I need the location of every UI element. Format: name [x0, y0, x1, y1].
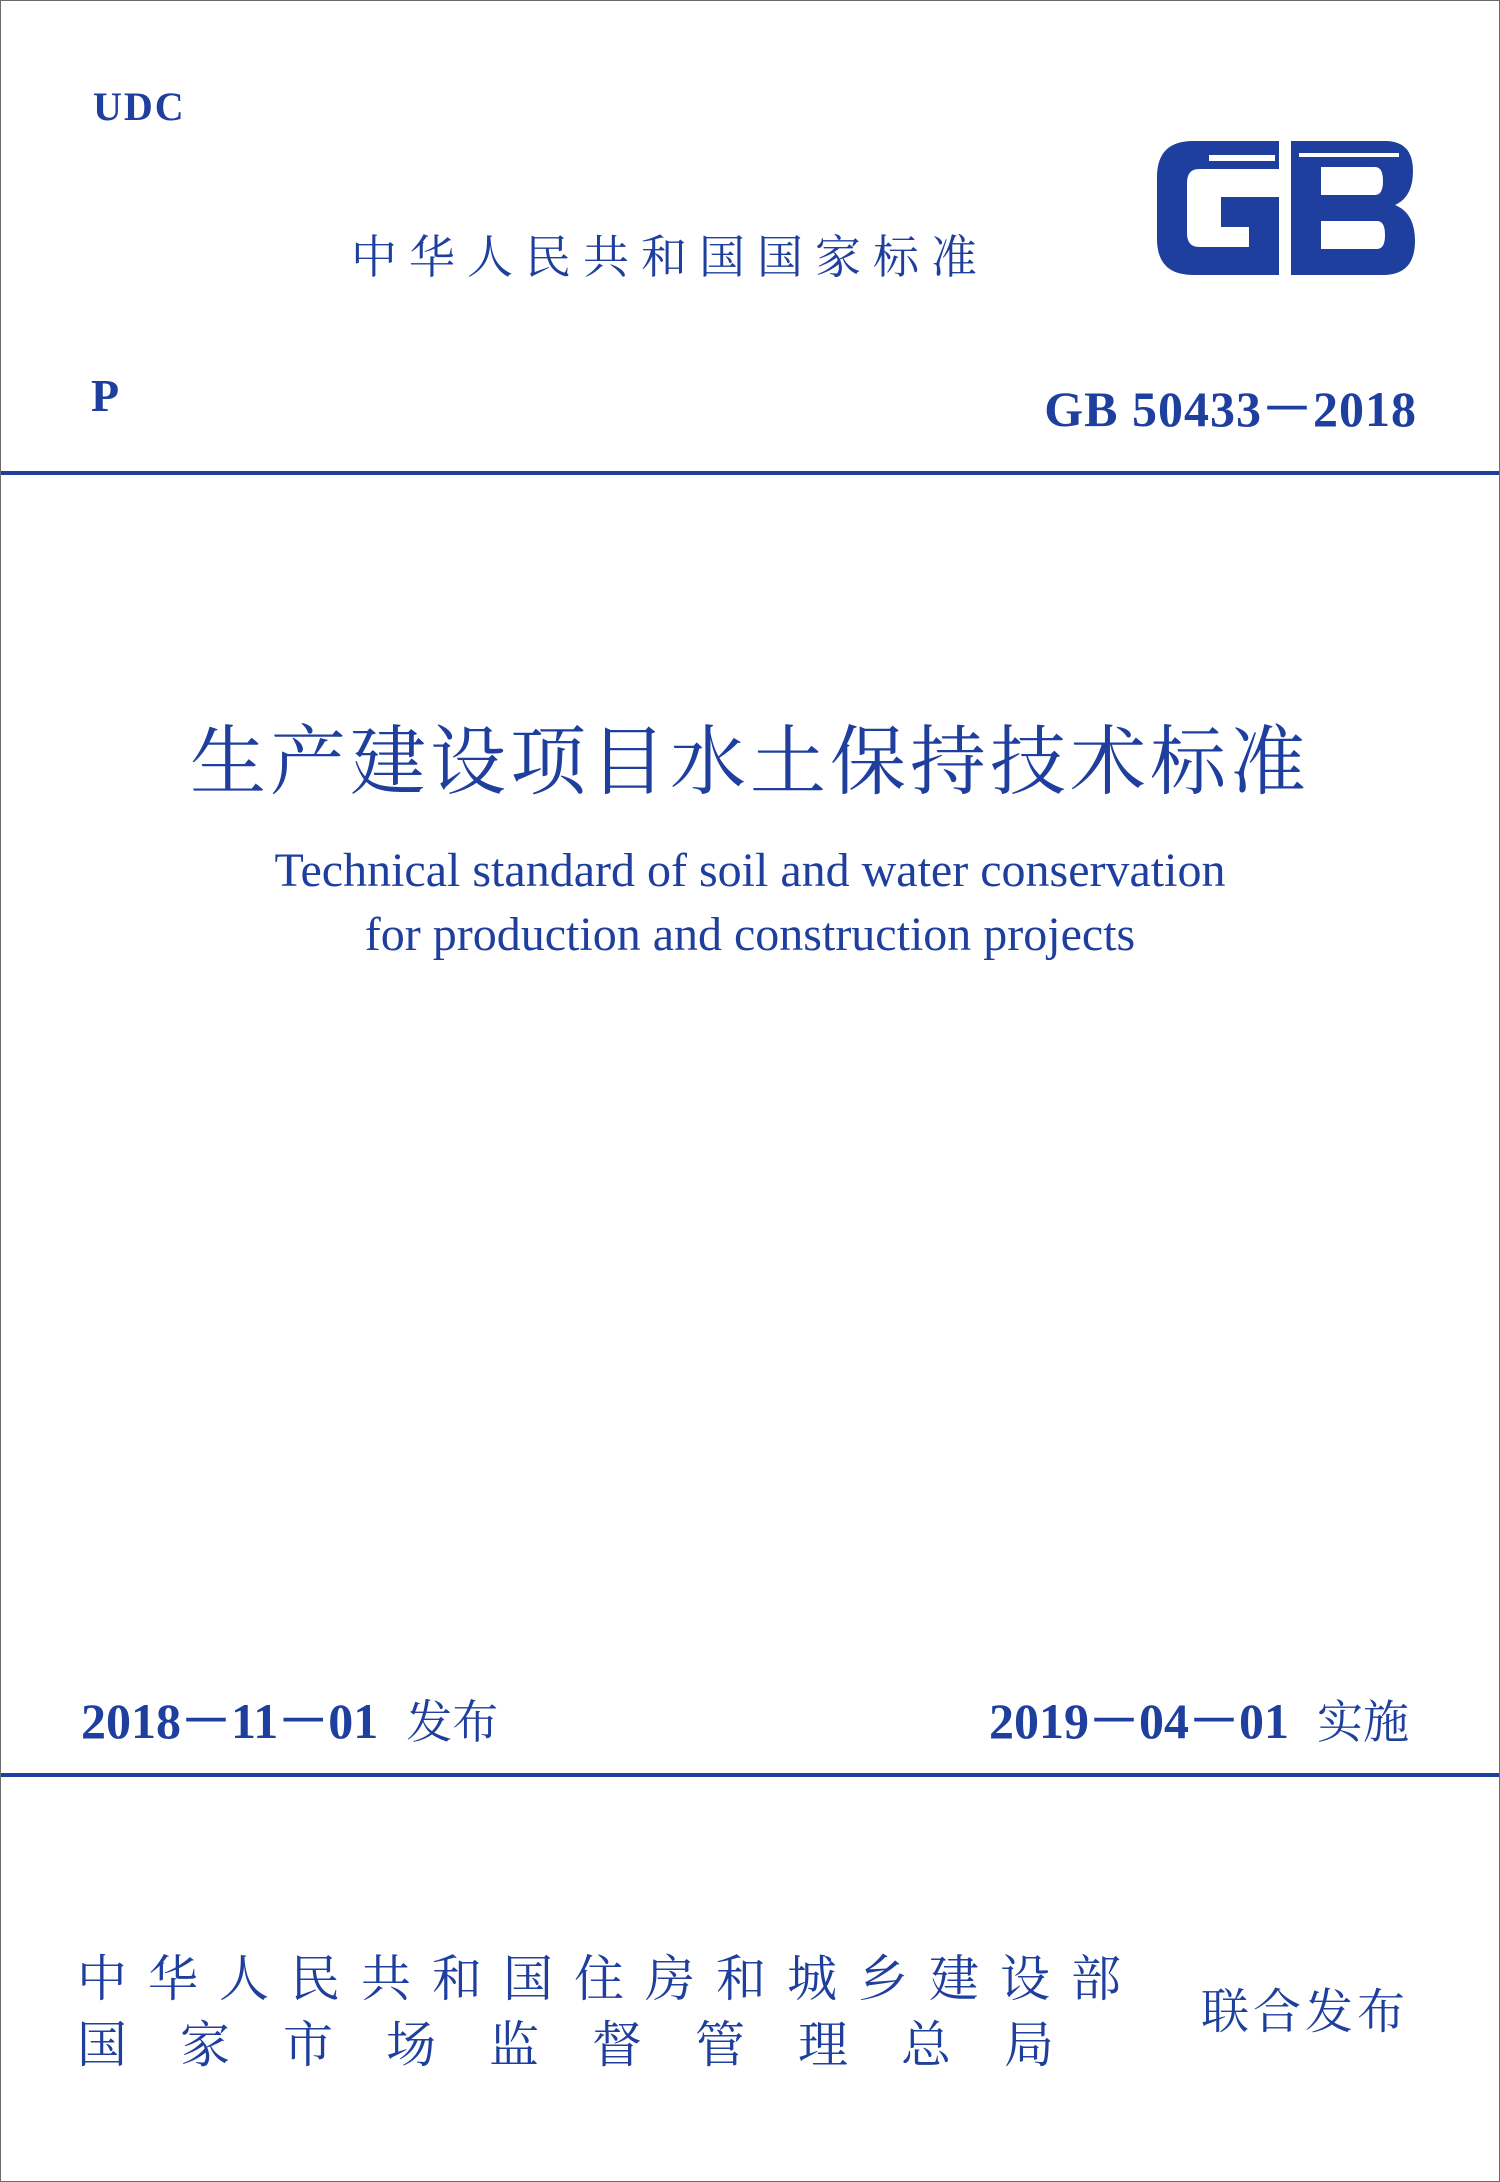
svg-text:GB: GB [1149, 133, 1151, 134]
issue-label: 发布 [406, 1695, 499, 1749]
header-divider [1, 471, 1499, 475]
publisher-ministry: 中华人民共和国住房和城乡建设部 [77, 1950, 1142, 2008]
standard-number: GB 50433－2018 [1044, 381, 1417, 437]
national-standard-title: 中华人民共和国国家标准 [351, 230, 989, 284]
issue-date-block [81, 1681, 498, 1753]
classification-code: P [91, 370, 120, 421]
title-english-line2: for production and construction projects [364, 908, 1136, 961]
title-chinese: 生产建设项目水土保持技术标准 [190, 717, 1310, 806]
implementation-label: 实施 [1317, 1695, 1409, 1749]
title-english-line1: Technical standard of soil and water conservation [274, 844, 1226, 897]
implementation-date: 2019－04－01 [989, 1693, 1289, 1749]
footer-divider [1, 1773, 1499, 1777]
udc-label: UDC [93, 84, 186, 129]
publisher-administration: 国家市场监督管理总局 [77, 2016, 1107, 2074]
implementation-date-block [989, 1681, 1409, 1753]
gb-logo-icon [1149, 133, 1421, 283]
issue-date: 2018－11－01 [81, 1693, 379, 1749]
title-english [1, 839, 1499, 967]
joint-issue-label: 联合发布 [1200, 1984, 1409, 2040]
